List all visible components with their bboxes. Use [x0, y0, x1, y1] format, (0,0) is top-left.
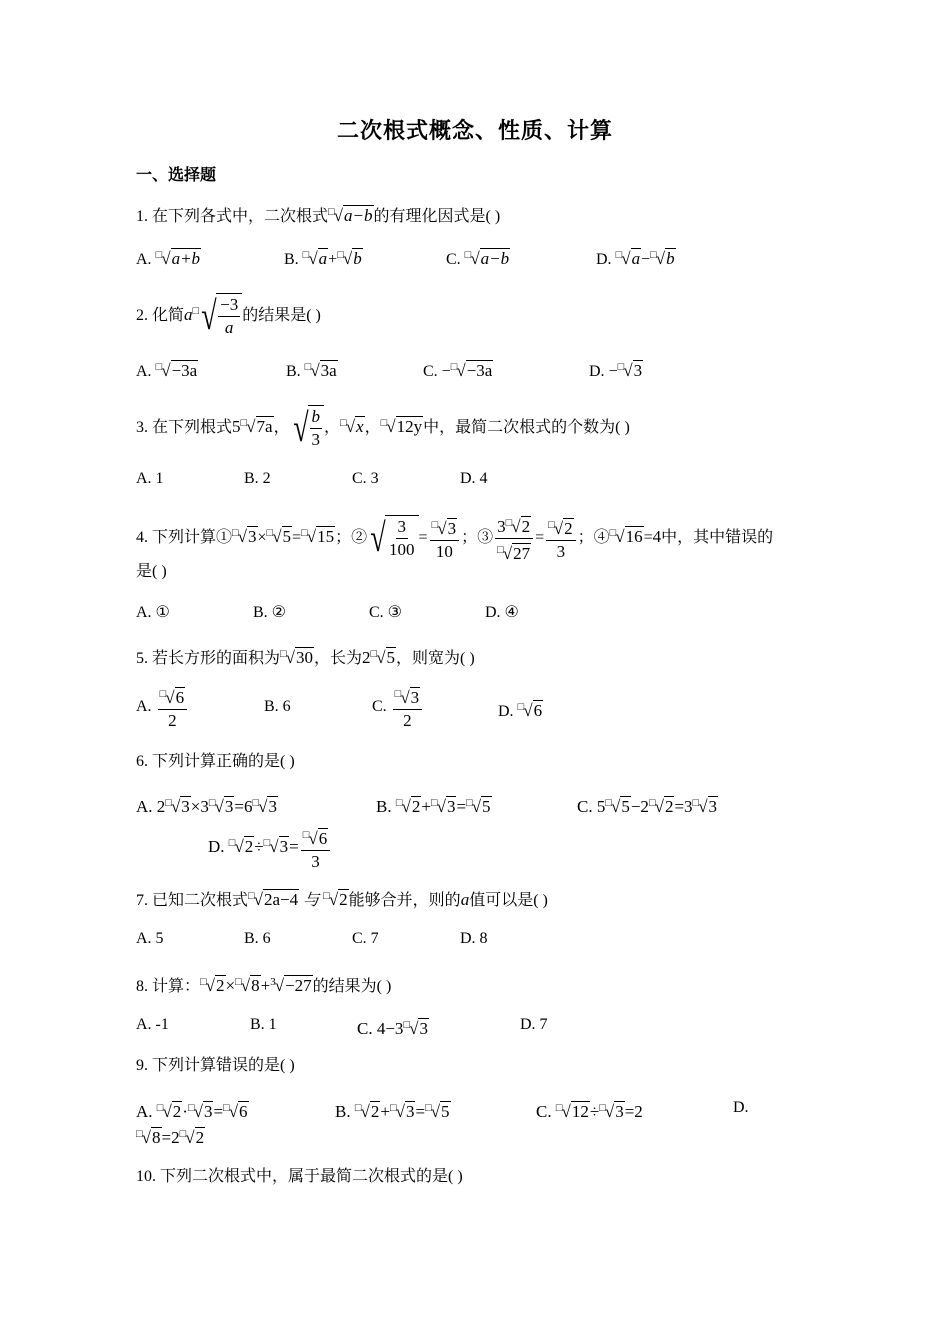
- q1-option-c[interactable]: C. □√a−b: [446, 249, 510, 268]
- question-4-line-2: 是( ): [136, 563, 167, 580]
- q4-option-d[interactable]: D. ④: [485, 604, 519, 621]
- section-heading: 一、选择题: [136, 167, 217, 184]
- q6-option-b[interactable]: B. □√2+□√3=□√5: [376, 797, 491, 816]
- question-6: 6. 下列计算正确的是( ): [136, 753, 295, 770]
- question-2: 2. 化简a□ √ $\frac{-3}{a}$ 的结果是( ): [136, 293, 321, 339]
- question-5: 5. 若长方形的面积为□√30，长为2□√5，则宽为( ): [136, 648, 475, 667]
- q4-option-b[interactable]: B. ②: [253, 604, 287, 621]
- q8-option-b[interactable]: B. 1: [250, 1016, 277, 1033]
- q6-option-c[interactable]: C. 5□√5−2□√2=3□√3: [577, 797, 718, 816]
- q9-option-d[interactable]: □√8=2□√2: [136, 1128, 205, 1147]
- q8-option-d[interactable]: D. 7: [520, 1016, 548, 1033]
- q2-option-a[interactable]: A. □√−3a: [136, 361, 198, 380]
- q7-option-d[interactable]: D. 8: [460, 930, 488, 947]
- q3-option-c[interactable]: C. 3: [352, 470, 379, 487]
- q3-option-b[interactable]: B. 2: [244, 470, 271, 487]
- q2-option-b[interactable]: B. □√3a: [286, 361, 337, 380]
- q9-option-c[interactable]: C. □√12÷□√3=2: [536, 1102, 643, 1121]
- q4-option-c[interactable]: C. ③: [369, 604, 403, 621]
- q1-option-d[interactable]: D. □√a−□√b: [596, 249, 675, 268]
- q6-option-d[interactable]: D. □√2÷□√3= $\frac{□√6}{3}$: [208, 818, 332, 873]
- q4-option-a[interactable]: A. ①: [136, 604, 170, 621]
- q1-option-a[interactable]: A. □√a+b: [136, 249, 201, 268]
- question-9: 9. 下列计算错误的是( ): [136, 1057, 295, 1074]
- q7-option-a[interactable]: A. 5: [136, 930, 164, 947]
- question-10: 10. 下列二次根式中，属于最简二次根式的是( ): [136, 1168, 463, 1185]
- q7-option-b[interactable]: B. 6: [244, 930, 271, 947]
- question-1: 1. 在下列各式中，二次根式□√a−b的有理化因式是( ): [136, 206, 501, 225]
- q5-option-d[interactable]: D. □√6: [498, 701, 543, 720]
- q8-option-a[interactable]: A. -1: [136, 1016, 169, 1033]
- q2-option-c[interactable]: C. −□√−3a: [423, 361, 493, 380]
- q5-option-a[interactable]: A. $\frac{□√6}{2}$: [136, 682, 189, 732]
- q9-option-b[interactable]: B. □√2+□√3=□√5: [335, 1102, 450, 1121]
- q6-option-a[interactable]: A. 2□√3×3□√3=6□√3: [136, 797, 277, 816]
- q9-option-d-label[interactable]: D.: [733, 1099, 749, 1116]
- question-7: 7. 已知二次根式□√2a−4 与 □√2能够合并，则的a值可以是( ): [136, 890, 548, 909]
- q5-option-c[interactable]: C. $\frac{□√3}{2}$: [372, 682, 424, 732]
- q2-option-d[interactable]: D. −□√3: [589, 361, 643, 380]
- page-title: 二次根式概念、性质、计算: [336, 118, 613, 143]
- question-8: 8. 计算：□√2×□√8+3√−27的结果为( ): [136, 976, 392, 995]
- q9-option-a[interactable]: A. □√2·□√3=□√6: [136, 1102, 248, 1121]
- question-3: 3. 在下列根式5□√7a， √ $\frac{b}{3}$ ，□√x，□√12y中，最简二次根式的个数为( ): [136, 405, 630, 451]
- q3-option-d[interactable]: D. 4: [460, 470, 488, 487]
- q8-option-c[interactable]: C. 4−3□√3: [357, 1019, 428, 1038]
- q7-option-c[interactable]: C. 7: [352, 930, 379, 947]
- q1-option-b[interactable]: B. □√a+□√b: [284, 249, 362, 268]
- q5-option-b[interactable]: B. 6: [264, 698, 291, 715]
- q3-option-a[interactable]: A. 1: [136, 470, 164, 487]
- question-4: 4. 下列计算①□√3×□√5=□√15；② √ $\frac{3}{100}$ = $\frac{□√3}{10}$ ；③ $\frac{3□√2}{□√27}$ = $\frac{□√2}{3}$ ；④□√16=4中，其中错误的: [136, 508, 773, 565]
